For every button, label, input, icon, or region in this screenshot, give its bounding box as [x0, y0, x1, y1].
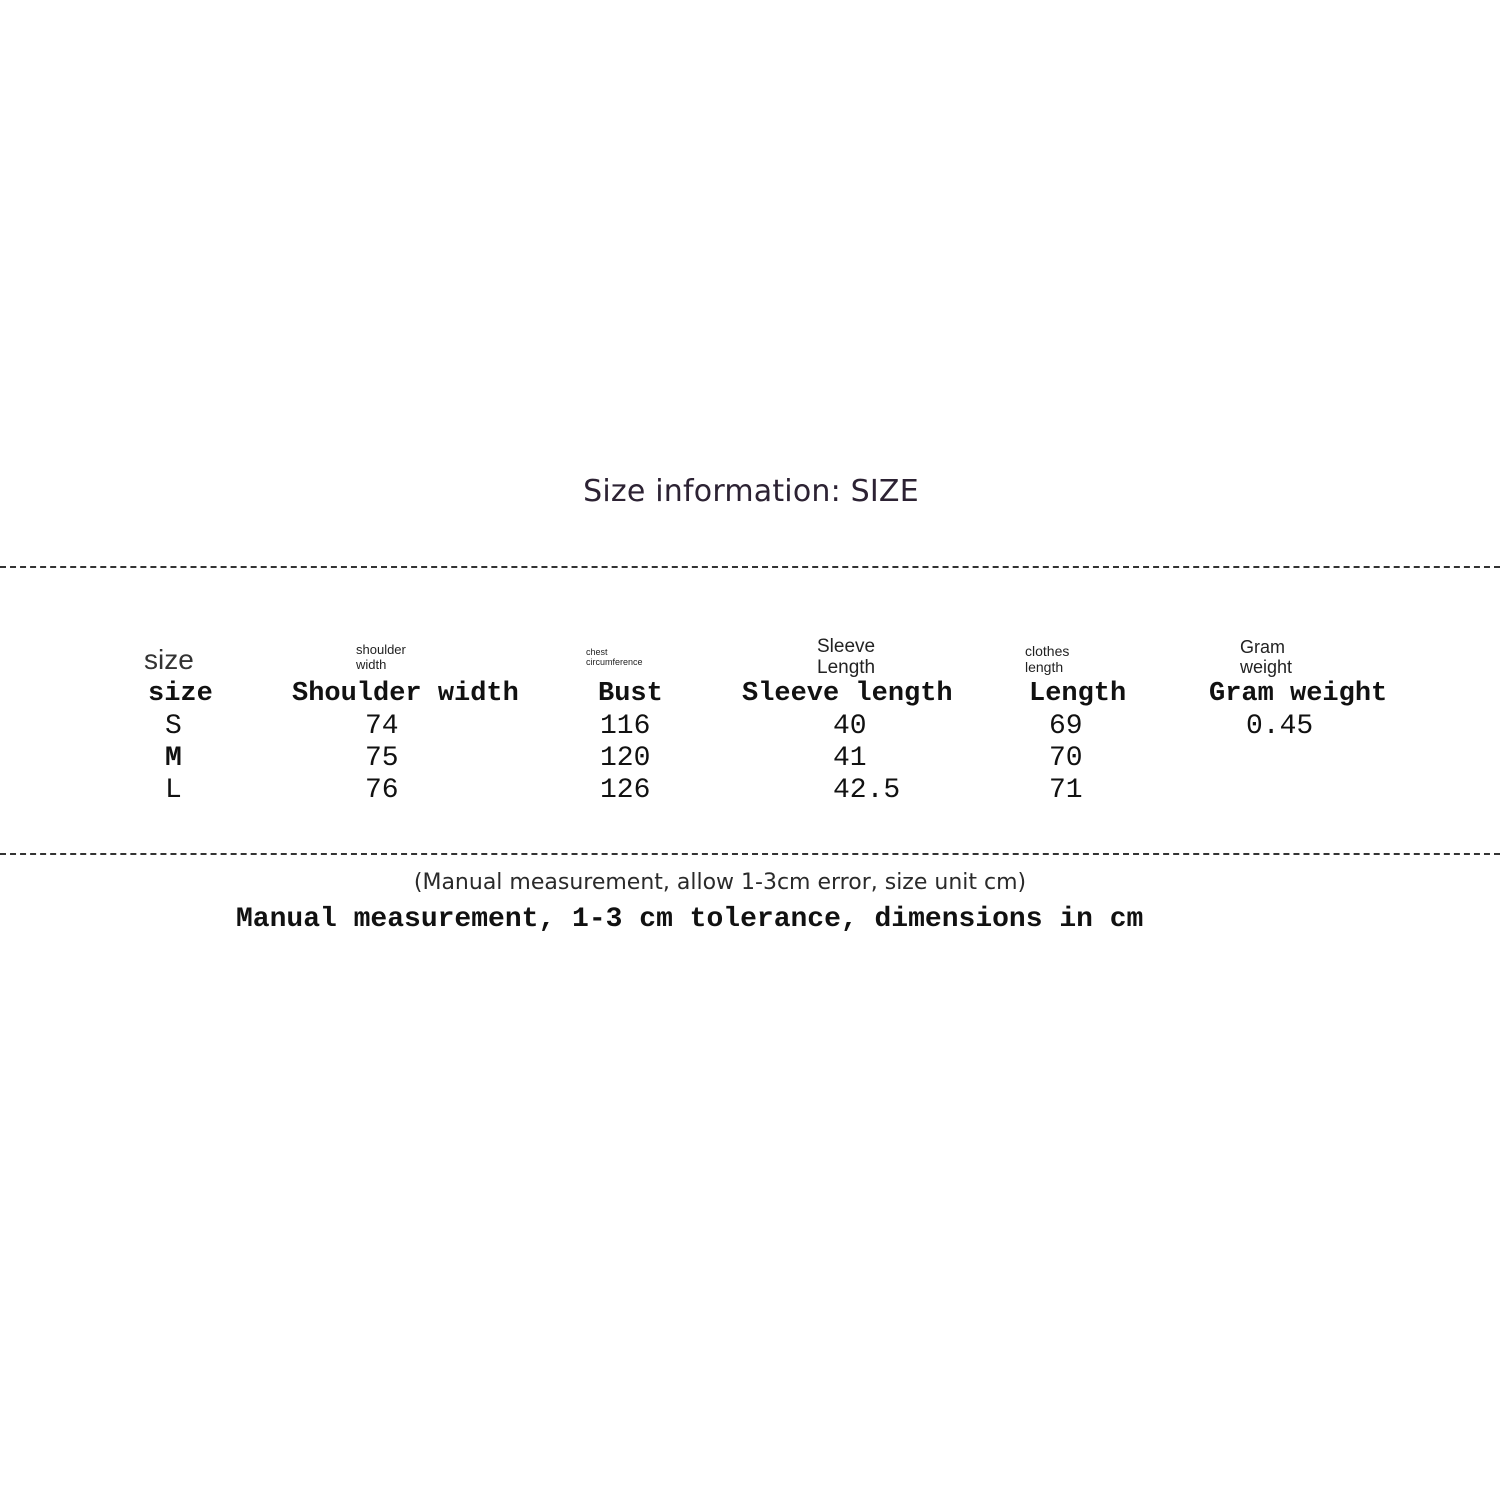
cell-gram-s: 0.45	[1246, 711, 1314, 742]
cell-size-l: L	[165, 775, 182, 806]
header-small-shoulder-width: shoulder width	[356, 642, 406, 672]
header-bust: Bust	[598, 679, 663, 709]
cell-shoulder-s: 74	[365, 711, 399, 742]
header-length: Length	[1029, 679, 1127, 709]
cell-length-l: 71	[1049, 775, 1083, 806]
cell-size-m: M	[165, 743, 182, 774]
cell-bust-l: 126	[600, 775, 651, 806]
size-table	[0, 630, 1500, 820]
cell-shoulder-l: 76	[365, 775, 399, 806]
header-shoulder-width: Shoulder width	[292, 679, 519, 709]
measurement-note: Manual measurement, 1-3 cm tolerance, dimensions in cm	[236, 904, 1144, 935]
cell-shoulder-m: 75	[365, 743, 399, 774]
cell-bust-m: 120	[600, 743, 651, 774]
header-gram-weight: Gram weight	[1209, 679, 1388, 709]
divider-top	[0, 566, 1500, 568]
cell-sleeve-l: 42.5	[833, 775, 901, 806]
page-title: Size information: SIZE	[583, 474, 919, 509]
cell-length-s: 69	[1049, 711, 1083, 742]
measurement-note-small: (Manual measurement, allow 1-3cm error, size unit cm)	[413, 870, 1027, 895]
header-size: size	[148, 679, 213, 709]
header-small-sleeve-length: Sleeve Length	[817, 636, 876, 679]
header-small-gram-weight: Gram weight	[1240, 637, 1293, 678]
cell-size-s: S	[165, 711, 182, 742]
header-small-length: clothes length	[1025, 643, 1070, 675]
divider-bottom	[0, 853, 1500, 855]
cell-bust-s: 116	[600, 711, 651, 742]
cell-sleeve-s: 40	[833, 711, 867, 742]
header-small-size: size	[144, 644, 194, 675]
header-sleeve-length: Sleeve length	[742, 679, 953, 709]
cell-sleeve-m: 41	[833, 743, 867, 774]
header-small-bust: chest circumference	[586, 647, 643, 668]
cell-length-m: 70	[1049, 743, 1083, 774]
